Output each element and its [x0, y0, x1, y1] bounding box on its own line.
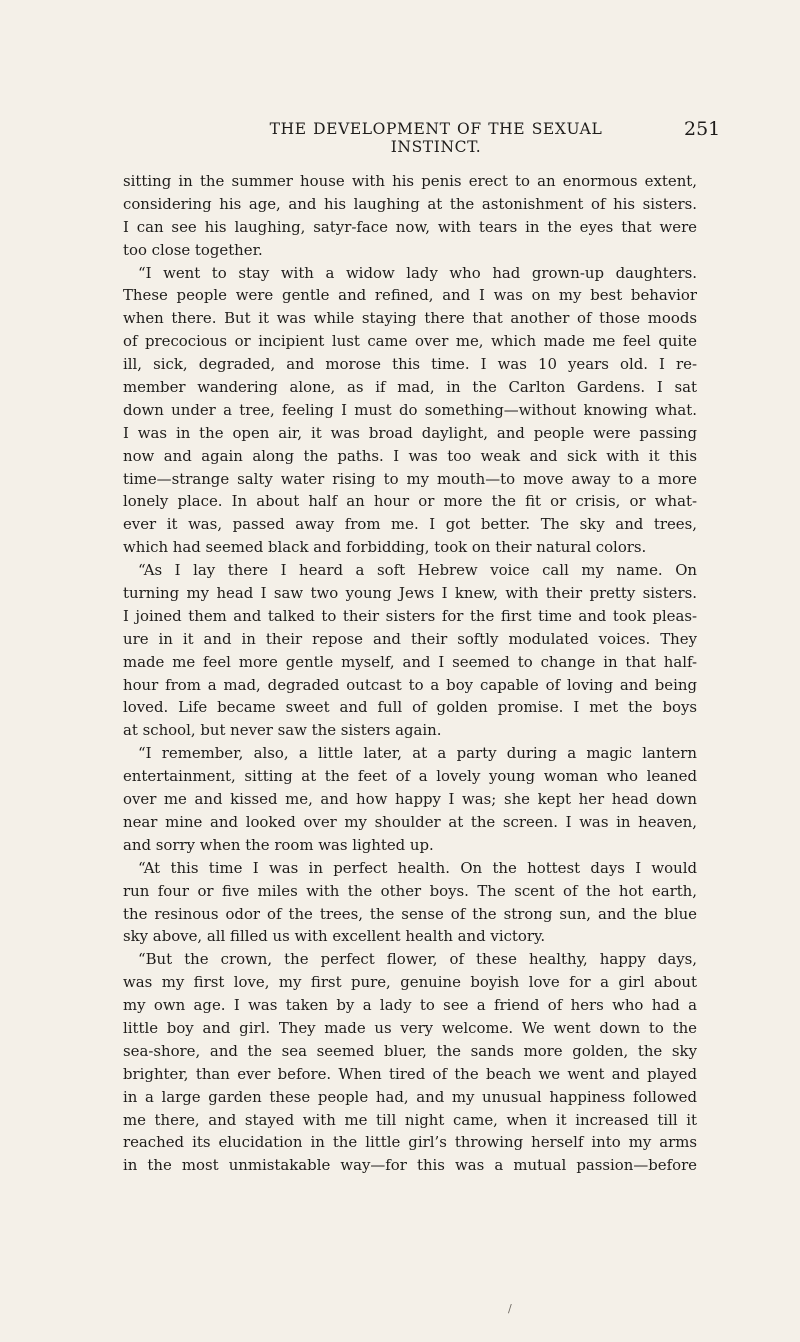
body-text	[123, 170, 697, 1177]
text-line: and sorry when the room was lighted up.	[123, 835, 434, 854]
text-line: I can see his laughing, satyr-face now, with tears in the eyes that were	[123, 217, 697, 236]
text-line: member wandering alone, as if mad, in the Carlton Gardens. I sat	[123, 378, 697, 397]
text-line: “I remember, also, a little later, at a party during a magic lantern	[138, 744, 697, 763]
text-line: loved. Life became sweet and full of golden promise. I met the boys	[123, 698, 697, 717]
text-line: my own age. I was taken by a lady to see a friend of hers who had a	[123, 996, 697, 1015]
text-line: at school, but never saw the sisters again.	[123, 721, 442, 740]
text-line: These people were gentle and refined, and I was on my best behavior	[123, 286, 697, 305]
text-line: me there, and stayed with me till night came, when it increased till it	[123, 1110, 697, 1129]
text-line: the resinous odor of the trees, the sense of the strong sun, and the blue	[123, 904, 697, 923]
text-line: when there. But it was while staying there that another of those moods	[123, 309, 697, 328]
text-line: made me feel more gentle myself, and I seemed to change in that half-	[123, 652, 697, 671]
text-line: considering his age, and his laughing at the astonishment of his sisters.	[123, 194, 697, 213]
text-line: little boy and girl. They made us very welcome. We went down to the	[123, 1018, 697, 1037]
text-line: I joined them and talked to their sisters for the first time and took pleas-	[123, 606, 697, 625]
text-line: over me and kissed me, and how happy I was; she kept her head down	[123, 790, 697, 809]
running-header: THE DEVELOPMENT OF THE SEXUAL INSTINCT.	[269, 120, 603, 156]
text-line: entertainment, sitting at the feet of a lovely young woman who leaned	[123, 767, 697, 786]
text-line: “But the crown, the perfect flower, of these healthy, happy days,	[138, 950, 697, 969]
text-line: was my first love, my first pure, genuine boyish love for a girl about	[123, 973, 697, 992]
text-line: ever it was, passed away from me. I got better. The sky and trees,	[123, 515, 697, 534]
text-line: which had seemed black and forbidding, took on their natural colors.	[123, 538, 647, 557]
text-line: now and again along the paths. I was too weak and sick with it this	[123, 446, 697, 465]
text-line: in the most unmistakable way—for this was a mutual passion—before	[123, 1156, 697, 1175]
text-line: near mine and looked over my shoulder at the screen. I was in heaven,	[123, 812, 697, 831]
text-line: too close together.	[123, 240, 263, 259]
text-line: turning my head I saw two young Jews I knew, with their pretty sisters.	[123, 584, 697, 603]
text-line: sea-shore, and the sea seemed bluer, the sands more golden, the sky	[123, 1041, 697, 1060]
text-line: run four or five miles with the other boys. The scent of the hot earth,	[123, 881, 697, 900]
text-line: sky above, all filled us with excellent health and victory.	[123, 927, 546, 946]
text-line: ure in it and in their repose and their softly modulated voices. They	[123, 629, 697, 648]
text-line: in a large garden these people had, and my unusual happiness followed	[123, 1087, 697, 1106]
page-number: 251	[684, 118, 721, 140]
text-line: “At this time I was in perfect health. On the hottest days I would	[138, 858, 697, 877]
text-line: brighter, than ever before. When tired of the beach we went and played	[123, 1064, 697, 1083]
stray-print-mark: /	[508, 1302, 512, 1315]
text-line: sitting in the summer house with his penis erect to an enormous extent,	[123, 172, 697, 190]
text-line: hour from a mad, degraded outcast to a boy capable of loving and being	[123, 675, 697, 694]
text-line: down under a tree, feeling I must do something—without knowing what.	[123, 400, 697, 419]
text-line: ill, sick, degraded, and morose this time. I was 10 years old. I re-	[123, 355, 697, 374]
text-line: lonely place. In about half an hour or more the fit or crisis, or what-	[123, 492, 697, 511]
text-line: “As I lay there I heard a soft Hebrew voice call my name. On	[138, 561, 697, 580]
text-line: time—strange salty water rising to my mouth—to move away to a more	[123, 469, 697, 488]
text-line: reached its elucidation in the little girl’s throwing herself into my arms	[123, 1133, 697, 1152]
text-line: I was in the open air, it was broad daylight, and people were passing	[123, 423, 697, 442]
text-line: of precocious or incipient lust came over me, which made me feel quite	[123, 332, 697, 351]
text-line: “I went to stay with a widow lady who had grown-up daughters.	[138, 263, 697, 282]
